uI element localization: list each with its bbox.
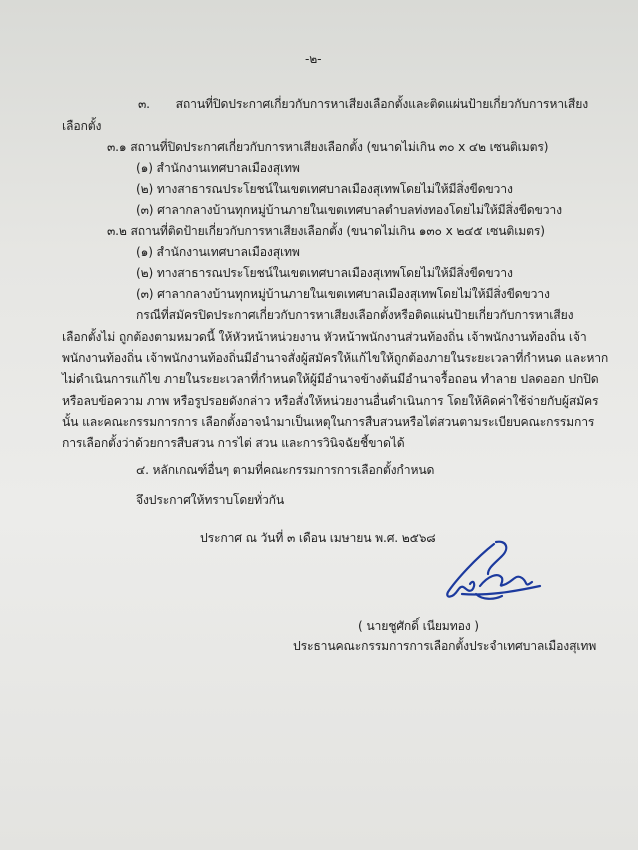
subsection-3-1-item-3: (๓) ศาลากลางบ้านทุกหมู่บ้านภายในเขตเทศบาลตำบลท่งทองโดยไม่ให้มีสิ่งขีดขวาง	[136, 203, 562, 217]
subsection-3-2-heading: ๓.๒ สถานที่ติดป้ายเกี่ยวกับการหาเสียงเลือกตั้ง (ขนาดไม่เกิน ๑๓๐ x ๒๔๕ เซนติเมตร)	[107, 224, 545, 238]
subsection-3-2-item-3: (๓) ศาลากลางบ้านทุกหมู่บ้านภายในเขตเทศบาลเมืองสุเทพโดยไม่ให้มีสิ่งขีดขวาง	[136, 287, 550, 301]
signer-name: ( นายชูศักดิ์ เนียมทอง )	[358, 619, 479, 633]
section3-heading-line1: ๓. สถานที่ปิดประกาศเกี่ยวกับการหาเสียงเลือกตั้งและติดแผ่นป้ายเกี่ยวกับการหาเสียง	[138, 97, 588, 111]
subsection-3-2-item-2: (๒) ทางสาธารณประโยชน์ในเขตเทศบาลเมืองสุเทพโดยไม่ให้มีสิ่งขีดขวาง	[136, 266, 513, 280]
subsection-3-1-heading: ๓.๑ สถานที่ปิดประกาศเกี่ยวกับการหาเสียงเลือกตั้ง (ขนาดไม่เกิน ๓๐ x ๔๒ เซนติเมตร)	[107, 140, 549, 154]
page-number: -๒-	[305, 52, 322, 66]
signer-title: ประธานคณะกรรมการการเลือกตั้งประจำเทศบาลเมืองสุเทพ	[293, 639, 597, 653]
paragraph-line-5: หรือลบข้อความ ภาพ หรือรูปรอยดังกล่าว หรือสั่งให้หน่วยงานอื่นดำเนินการ โดยให้คิดค่าใช้จ่ายกับผู้สมัคร	[62, 394, 599, 408]
announcement-date: ประกาศ ณ วันที่ ๓ เดือน เมษายน พ.ศ. ๒๕๖๘	[200, 531, 436, 545]
paragraph-line-2: เลือกตั้งไม่ ถูกต้องตามหมวดนี้ ให้หัวหน้าหน่วยงาน หัวหน้าพนักงานส่วนท้องถิ่น เจ้าพนักงานท้องถิ่น เจ้า	[62, 330, 587, 344]
paragraph-line-6: นั้น และคณะกรรมการการ เลือกตั้งอาจนำมาเป็นเหตุในการสืบสวนหรือไต่สวนตามระเบียบคณะกรรมการ	[62, 415, 595, 429]
subsection-3-1-item-2: (๒) ทางสาธารณประโยชน์ในเขตเทศบาลเมืองสุเทพโดยไม่ให้มีสิ่งขีดขวาง	[136, 182, 513, 196]
signature-image	[436, 538, 546, 604]
subsection-3-2-item-1: (๑) สำนักงานเทศบาลเมืองสุเทพ	[136, 245, 300, 259]
section4-text: ๔. หลักเกณฑ์อื่นๆ ตามที่คณะกรรมการการเลือกตั้งกำหนด	[136, 463, 435, 477]
paragraph-line-4: ไม่ดำเนินการแก้ไข ภายในระยะเวลาที่กำหนดให้ผู้มีอำนาจข้างต้นมีอำนาจรื้อถอน ทำลาย ปลดออก ปกปิด	[62, 372, 599, 386]
subsection-3-1-item-1: (๑) สำนักงานเทศบาลเมืองสุเทพ	[136, 161, 300, 175]
closing-text: จึงประกาศให้ทราบโดยทั่วกัน	[136, 493, 285, 507]
paragraph-line-7: การเลือกตั้งว่าด้วยการสืบสวน การไต่ สวน และการวินิจฉัยชี้ขาดได้	[62, 436, 405, 450]
paragraph-line-3: พนักงานท้องถิ่น เจ้าพนักงานท้องถิ่นมีอำนาจสั่งผู้สมัครให้แก้ไขให้ถูกต้องภายในระยะเวลาที่กำหนด และหาก	[62, 351, 609, 365]
section3-heading-line2: เลือกตั้ง	[62, 119, 102, 133]
paragraph-line-1: กรณีที่สมัครปิดประกาศเกี่ยวกับการหาเสียงเลือกตั้งหรือติดแผ่นป้ายเกี่ยวกับการหาเสียง	[136, 308, 574, 322]
